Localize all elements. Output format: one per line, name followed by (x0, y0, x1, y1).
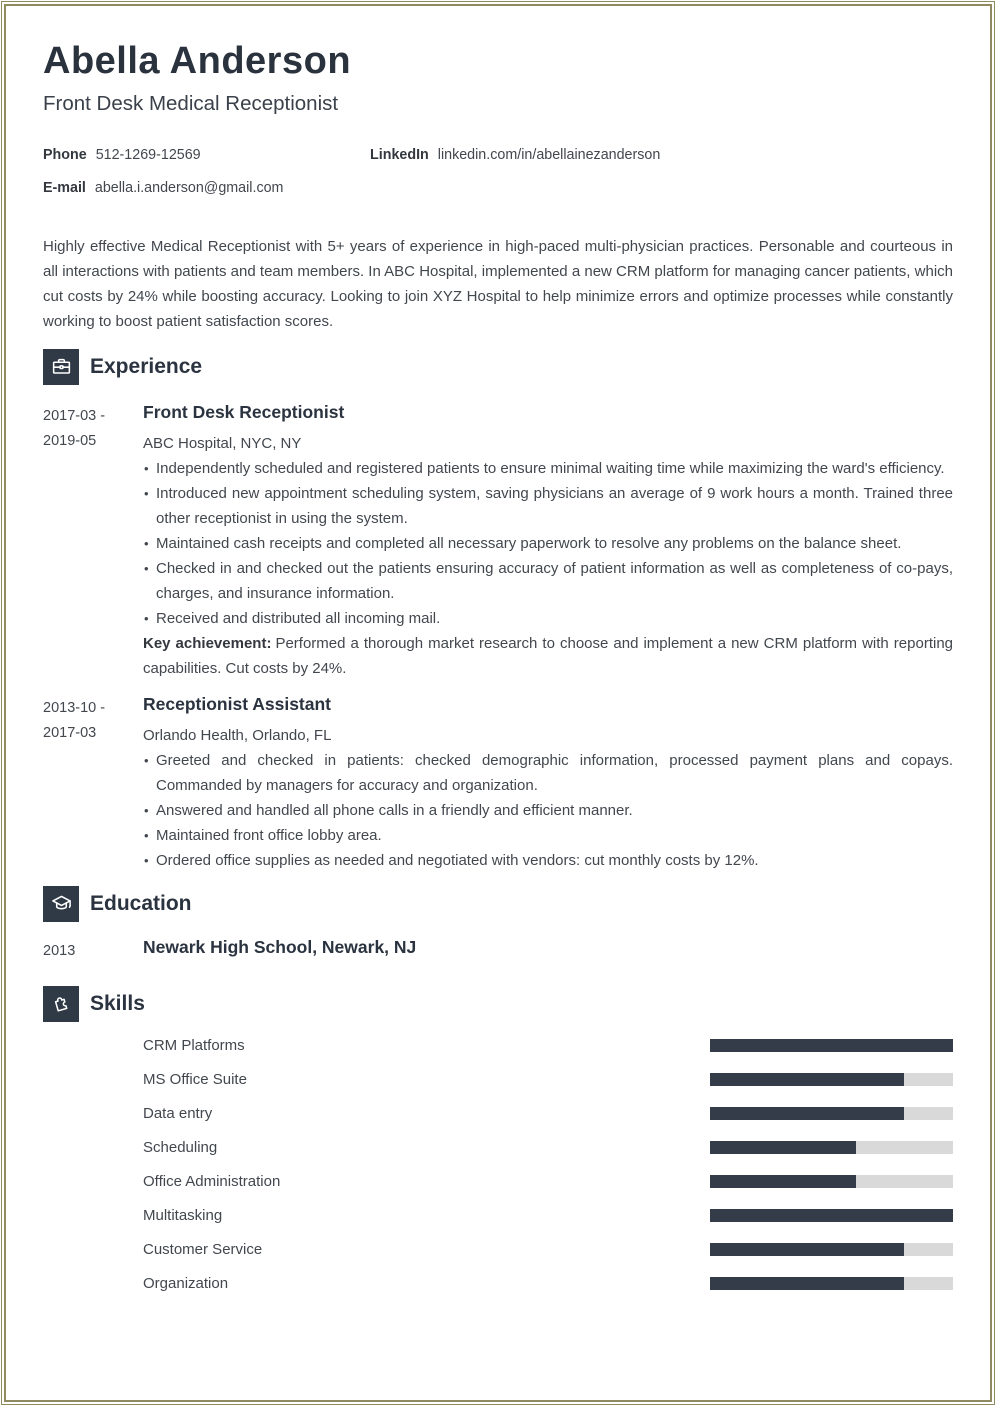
job-details (143, 694, 953, 873)
linkedin-value: linkedin.com/in/abellainezanderson (437, 146, 661, 163)
skill-row (43, 1199, 953, 1233)
bullet-item: • Answered and handled all phone calls in a friendly and efficient manner. (143, 798, 953, 823)
skill-level-bar-fill (710, 1141, 856, 1154)
job-details (143, 402, 953, 681)
skill-level-bar-fill (710, 1209, 953, 1222)
job-dates (43, 402, 143, 681)
skill-name: Organization (143, 1275, 229, 1293)
skill-row (43, 1233, 953, 1267)
phone-value: 512-1269-12569 (95, 146, 201, 163)
briefcase-icon (43, 349, 79, 385)
contact-info (43, 147, 953, 197)
graduation-cap-icon (43, 886, 79, 922)
skill-row (43, 1097, 953, 1131)
skill-name: Multitasking (143, 1207, 223, 1225)
experience-entry (43, 694, 953, 873)
skill-level-bar-fill (710, 1039, 953, 1052)
job-company: ABC Hospital, NYC, NY (143, 434, 302, 452)
skill-row (43, 1131, 953, 1165)
bullet-item: • Greeted and checked in patients: checked demographic information, processed payment plans and copays. Commanded by managers for accuracy and organization. (143, 748, 953, 798)
bullet-item: • Introduced new appointment scheduling system, saving physicians an average of 9 work hours a month. Trained three other receptionist in using the system. (143, 481, 953, 531)
education-section (43, 886, 953, 964)
bullet-item: • Maintained cash receipts and completed all necessary paperwork to resolve any problems on the balance sheet. (143, 531, 953, 556)
skills-section-header (43, 986, 953, 1022)
skill-level-bar-fill (710, 1175, 856, 1188)
job-company: Orlando Health, Orlando, FL (143, 726, 332, 744)
skill-level-bar-fill (710, 1107, 904, 1120)
professional-summary: Highly effective Medical Receptionist with 5+ years of experience in high-paced multi-physician practices. Personable and courteous in all interactions with patients and team members. In ABC Hospital, implemented a new CRM platform for managing cancer patients, which cut costs by 24% while boosting accuracy. Looking to join XYZ Hospital to help minimize errors and optimize processes while constantly working to boost patient satisfaction scores. (43, 237, 953, 330)
skill-name: Customer Service (143, 1241, 263, 1259)
puzzle-icon (43, 986, 79, 1022)
school-name: Newark High School, Newark, NJ (143, 936, 417, 957)
skill-level-bar-track (710, 1243, 953, 1256)
skills-section-title: Skills (90, 991, 145, 1015)
job-date-start: 2013-10 - (43, 699, 106, 716)
job-dates (43, 694, 143, 873)
skills-section (43, 986, 953, 1301)
skill-row (43, 1063, 953, 1097)
skill-level-bar-track (710, 1107, 953, 1120)
contact-phone (43, 147, 370, 164)
skill-name: Office Administration (143, 1173, 281, 1191)
skill-level-bar-fill (710, 1277, 904, 1290)
skill-level-bar-track (710, 1141, 953, 1154)
email-value: abella.i.anderson@gmail.com (94, 179, 284, 196)
contact-linkedin (370, 147, 953, 164)
skill-level-bar-fill (710, 1243, 904, 1256)
candidate-name: Abella Anderson (43, 40, 352, 82)
job-date-start: 2017-03 - (43, 407, 106, 424)
education-section-title: Education (90, 891, 192, 915)
bullet-item: • Received and distributed all incoming mail. (143, 606, 953, 631)
skills-list (43, 1029, 953, 1301)
linkedin-label: LinkedIn (370, 146, 429, 163)
job-title: Receptionist Assistant (143, 693, 332, 714)
email-label: E-mail (43, 179, 86, 196)
bullet-item: • Maintained front office lobby area. (143, 823, 953, 848)
resume-page (4, 4, 992, 1402)
education-section-header (43, 886, 953, 922)
skill-row (43, 1165, 953, 1199)
skill-level-bar-track (710, 1175, 953, 1188)
experience-section-title: Experience (90, 354, 203, 378)
skill-name: CRM Platforms (143, 1037, 245, 1055)
education-details (143, 937, 953, 964)
bullet-item: • Checked in and checked out the patients ensuring accuracy of patient information as well as completeness of co-pays, charges, and insurance information. (143, 556, 953, 606)
contact-email (43, 180, 370, 197)
bullet-item: • Independently scheduled and registered patients to ensure minimal waiting time while maximizing the ward's efficiency. (143, 456, 953, 481)
skill-level-bar-fill (710, 1073, 904, 1086)
experience-section (43, 349, 953, 873)
skill-name: Data entry (143, 1105, 213, 1123)
experience-section-header (43, 349, 953, 385)
job-bullet-list (143, 456, 953, 631)
job-date-end: 2017-03 (43, 724, 97, 741)
candidate-job-title: Front Desk Medical Receptionist (43, 91, 339, 115)
key-achievement-label: Key achievement: (143, 634, 272, 652)
skill-row (43, 1029, 953, 1063)
education-date: 2013 (43, 942, 76, 959)
key-achievement-text: Performed a thorough market research to choose and implement a new CRM platform with reporting capabilities. Cut costs by 24%. (143, 634, 953, 677)
skill-level-bar-track (710, 1039, 953, 1052)
skill-level-bar-track (710, 1277, 953, 1290)
skill-name: MS Office Suite (143, 1071, 247, 1089)
skill-level-bar-track (710, 1073, 953, 1086)
phone-label: Phone (43, 146, 87, 163)
resume-header (43, 40, 953, 197)
key-achievement (143, 631, 953, 681)
bullet-item: • Ordered office supplies as needed and negotiated with vendors: cut monthly costs by 12%. (143, 848, 953, 873)
skill-level-bar-track (710, 1209, 953, 1222)
job-date-end: 2019-05 (43, 432, 97, 449)
job-bullet-list (143, 748, 953, 873)
education-entry (43, 937, 953, 964)
skill-name: Scheduling (143, 1139, 218, 1157)
experience-entry (43, 402, 953, 681)
skill-row (43, 1267, 953, 1301)
job-title: Front Desk Receptionist (143, 401, 345, 422)
